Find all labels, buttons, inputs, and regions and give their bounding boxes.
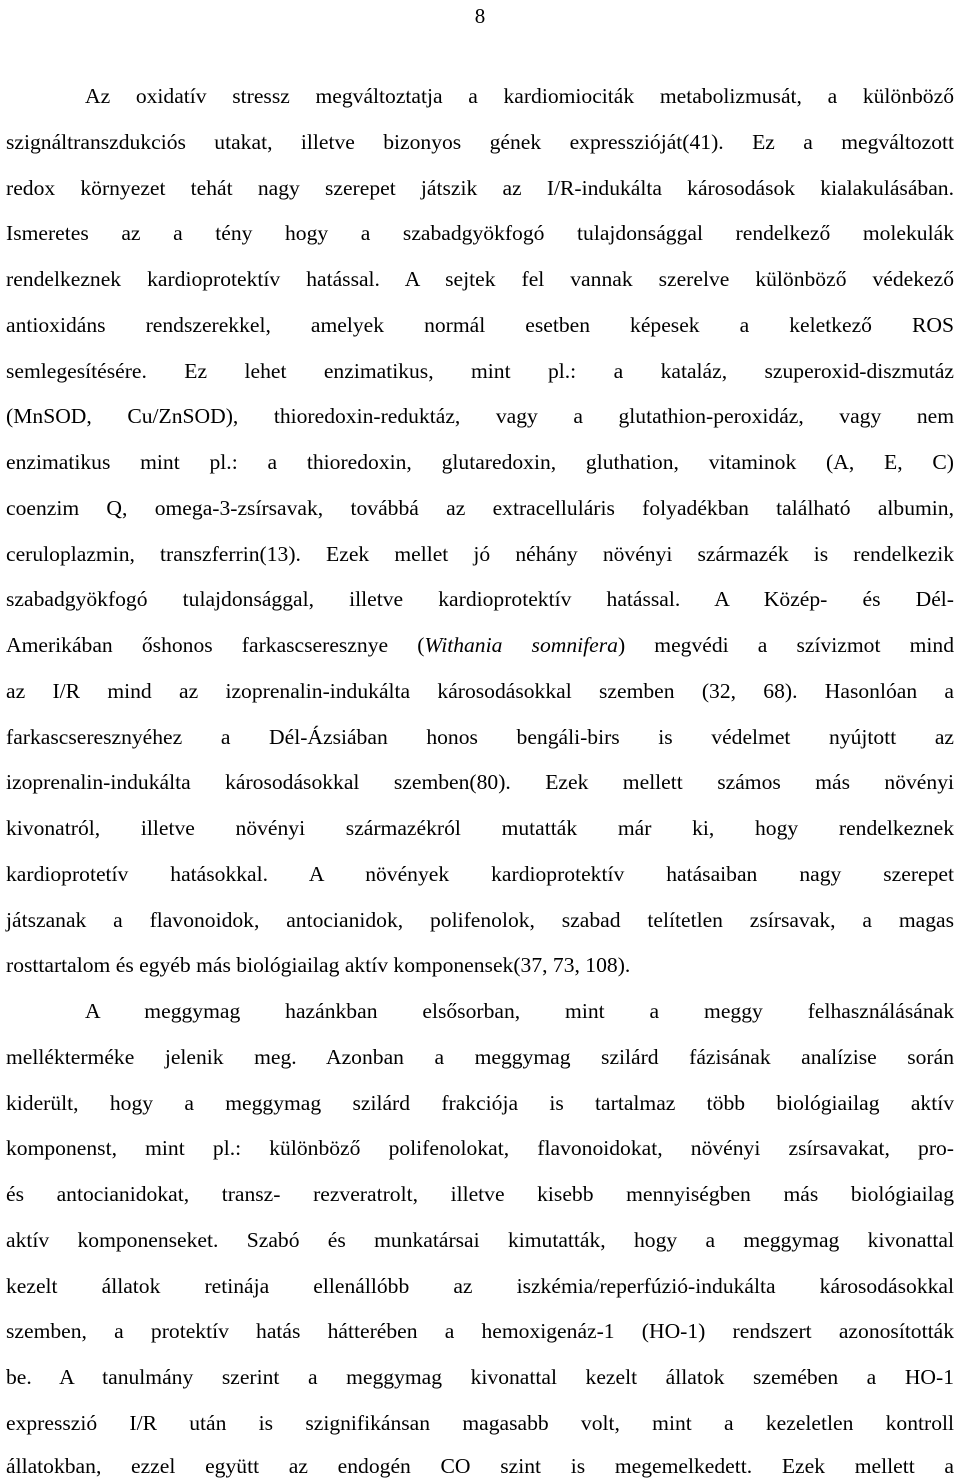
text-line [6,951,954,979]
text-run: rendelkeznek kardioprotektív hatással. A sejtek fel vannak szerelve különböző védekező [6,267,954,291]
text-run: rosttartalom és egyéb más biológiailag aktív komponensek(37, 73, 108). [6,953,631,977]
text-run: szignáltranszdukciós utakat, illetve bizonyos gének expresszióját(41). Ez a megváltozott [6,130,954,154]
text-line [6,1180,954,1208]
text-run: redox környezet tehát nagy szerepet játszik az I/R-indukálta károsodások kialakulásában. [6,176,954,200]
text-line [6,357,954,385]
text-line [6,219,954,247]
text-line [6,174,954,202]
text-run: Amerikában őshonos farkascseresznye ( [6,633,425,657]
text-run: állatokban, ezzel együtt az endogén CO szint is megemelkedett. Ezek mellett a [6,1454,954,1478]
text-line [6,768,954,796]
text-run: aktív komponenseket. Szabó és munkatársai kimutatták, hogy a meggymag kivonattal [6,1228,954,1252]
text-run: ) megvédi a szívizmot mind [617,633,955,657]
text-run: kiderült, hogy a meggymag szilárd frakciója is tartalmaz több biológiailag aktív [6,1091,954,1115]
text-run: expresszió I/R után is szignifikánsan magasabb volt, mint a kezeletlen kontroll [6,1411,954,1435]
text-line [6,906,954,934]
text-line [85,82,954,110]
text-line [6,1272,954,1300]
text-line [6,1134,954,1162]
text-run: mellékterméke jelenik meg. Azonban a meggymag szilárd fázisának analízise során [6,1045,954,1069]
text-run: és antocianidokat, transz- rezveratrolt, illetve kisebb mennyiségben más biológiailag [6,1182,954,1206]
text-line [6,585,954,613]
text-line [6,1089,954,1117]
text-run: enzimatikus mint pl.: a thioredoxin, glutaredoxin, gluthation, vitaminok (A, E, C) [6,450,954,474]
text-run: az I/R mind az izoprenalin-indukálta károsodásokkal szemben (32, 68). Hasonlóan a [6,679,954,703]
text-line [6,265,954,293]
text-line [85,997,954,1025]
text-run: (MnSOD, Cu/ZnSOD), thioredoxin-reduktáz, vagy a glutathion-peroxidáz, vagy nem [6,404,954,428]
text-run: szemben, a protektív hatás hátterében a hemoxigenáz-1 (HO-1) rendszert azonosították [6,1319,954,1343]
text-line [6,677,954,705]
text-line [6,1226,954,1254]
text-run: szabadgyökfogó tulajdonsággal, illetve kardioprotektív hatással. A Közép- és Dél- [6,587,954,611]
text-line [6,860,954,888]
text-run: Ismeretes az a tény hogy a szabadgyökfogó tulajdonsággal rendelkező molekulák [6,221,954,245]
text-run: komponenst, mint pl.: különböző polifenolokat, flavonoidokat, növényi zsírsavakat, pro- [6,1136,954,1160]
text-run: kardioprotetív hatásokkal. A növények kardioprotektív hatásaiban nagy szerepet [6,862,954,886]
text-run: ceruloplazmin, transzferrin(13). Ezek mellet jó néhány növényi származék is rendelkezik [6,542,954,566]
text-line [6,494,954,522]
page-number: 8 [474,4,486,28]
text-line [6,723,954,751]
text-run: semlegesítésére. Ez lehet enzimatikus, mint pl.: a kataláz, szuperoxid-diszmutáz [6,359,954,383]
text-run: farkascseresznyéhez a Dél-Ázsiában honos bengáli-birs is védelmet nyújtott az [6,725,954,749]
text-line [6,448,954,476]
text-run: Az oxidatív stressz megváltoztatja a kardiomiociták metabolizmusát, a különböző [85,84,954,108]
text-run: antioxidáns rendszerekkel, amelyek normál esetben képesek a keletkező ROS [6,313,954,337]
text-run: kivonatról, illetve növényi származékról mutatták már ki, hogy rendelkeznek [6,816,954,840]
text-line [6,1409,954,1437]
text-line [6,1043,954,1071]
text-line [6,540,954,568]
text-run: A meggymag hazánkban elsősorban, mint a meggy felhasználásának [85,999,954,1023]
text-line [6,311,954,339]
text-line [6,814,954,842]
text-line [6,1363,954,1391]
text-run: coenzim Q, omega-3-zsírsavak, továbbá az extracelluláris folyadékban található albumin, [6,496,954,520]
text-line [6,1317,954,1345]
text-run: be. A tanulmány szerint a meggymag kivonattal kezelt állatok szemében a HO-1 [6,1365,954,1389]
text-line [6,1452,954,1480]
text-line [6,128,954,156]
text-run: kezelt állatok retinája ellenállóbb az iszkémia/reperfúzió-indukálta károsodásokkal [6,1274,954,1298]
text-line [6,402,954,430]
text-run: izoprenalin-indukálta károsodásokkal szemben(80). Ezek mellett számos más növényi [6,770,954,794]
text-line [6,631,954,659]
species-name: Withania somnifera [424,633,618,657]
text-run: játszanak a flavonoidok, antocianidok, polifenolok, szabad telítetlen zsírsavak, a magas [6,908,954,932]
